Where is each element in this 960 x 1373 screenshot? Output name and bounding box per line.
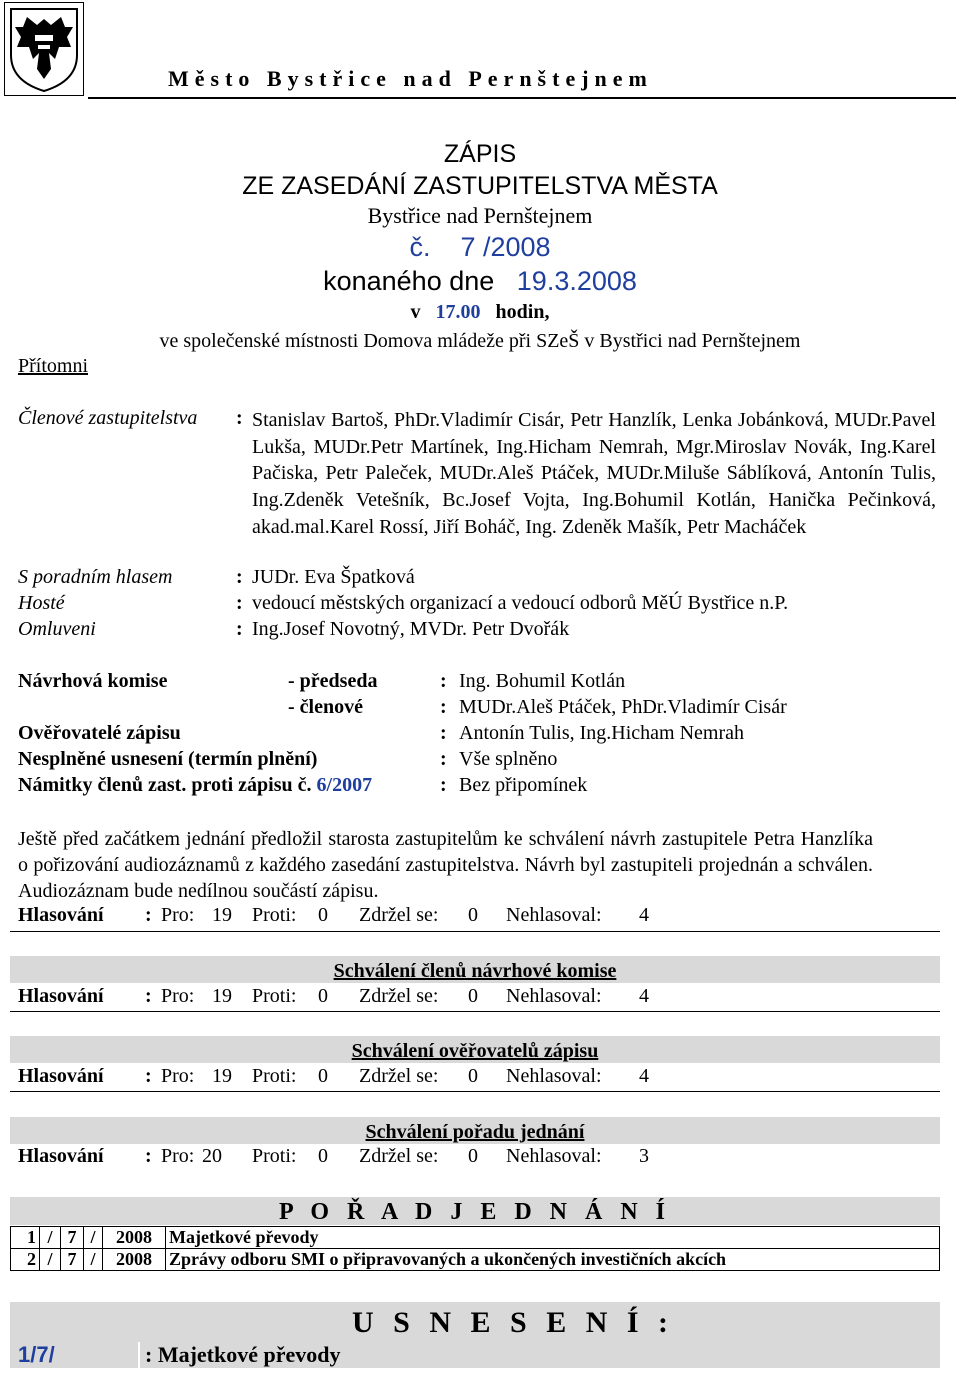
vote-divider	[10, 1091, 940, 1092]
intro-paragraph: Ještě před začátkem jednání předložil starosta zastupitelům ke schválení návrh zastupitele Petra Hanzlíka o pořizování audiozáznamů z každého zasedání zastupitelstva. Návrh byl zastupiteli projednán a schválen. Audiozáznam bude nedílnou součástí zápisu.	[18, 828, 873, 902]
agenda-num: 1	[11, 1227, 40, 1249]
colon: :	[236, 407, 243, 429]
guests-label: Hosté	[18, 592, 65, 614]
resolution-number: 1/7/	[18, 1342, 134, 1368]
doc-subtitle: ZE ZASEDÁNÍ ZASTUPITELSTVA MĚSTA	[242, 172, 718, 200]
guests-value: vedoucí městských organizací a vedoucí odborů MěÚ Bystřice n.P.	[252, 592, 789, 614]
colon: :	[440, 696, 447, 718]
vote-divider	[10, 931, 940, 932]
objections-value: Bez připomínek	[459, 774, 588, 796]
commission-members-label: - členové	[288, 696, 363, 718]
unfulfilled-value: Vše splněno	[459, 748, 558, 770]
members-list: Stanislav Bartoš, PhDr.Vladimír Cisár, Petr Hanzlík, Lenka Jobánková, MUDr.Pavel Lukša, MUDr.Petr Martínek, Ing.Hicham Nemrah, Mgr.Miroslav Novák, Ing.Karel Pačiska, Petr Paleček, MUDr.Aleš Ptáček, MUDr.Miluše Sáblíková, Antonín Tulis, Ing.Zdeněk Vetešník, Bc.Josef Vojta, Ing.Bohumil Kotlán, Hanička Pečinková, akad.mal.Karel Rossí, Jiří Boháč, Ing. Zdeněk Mašík, Petr Macháček	[252, 409, 936, 538]
colon: :	[440, 774, 447, 796]
colon: :	[440, 722, 447, 744]
colon: :	[440, 748, 447, 770]
excused-label: Omluveni	[18, 618, 96, 640]
commission-chair-value: Ing. Bohumil Kotlán	[459, 670, 626, 692]
colon: :	[440, 670, 447, 692]
commission-members-value: MUDr.Aleš Ptáček, PhDr.Vladimír Cisár	[459, 696, 787, 718]
section-heading: Schválení ověřovatelů zápisu	[10, 1036, 940, 1063]
eagle-crest-icon	[5, 3, 83, 95]
unfulfilled-label: Nesplněné usnesení (termín plnění)	[18, 748, 318, 770]
section-heading: Schválení pořadu jednání	[10, 1117, 940, 1144]
agenda-sep: /	[84, 1227, 103, 1249]
vote-divider	[10, 1011, 940, 1012]
agenda-sep: /	[40, 1249, 61, 1271]
agenda-title: Zprávy odboru SMI o připravovaných a ukončených investičních akcích	[166, 1249, 940, 1271]
agenda-session: 7	[61, 1249, 84, 1271]
agenda-num: 2	[11, 1249, 40, 1271]
table-row	[11, 1249, 940, 1271]
section-heading: Schválení členů návrhové komise	[10, 956, 940, 983]
advisory-value: JUDr. Eva Špatková	[252, 566, 415, 588]
agenda-heading: P O Ř A D J E D N Á N Í	[10, 1197, 940, 1225]
colon: :	[236, 618, 243, 640]
agenda-title: Majetkové převody	[166, 1227, 940, 1249]
commission-label: Návrhová komise	[18, 670, 168, 692]
doc-title: ZÁPIS	[443, 140, 517, 168]
members-label: Členové zastupitelstva	[18, 407, 198, 429]
verifiers-value: Antonín Tulis, Ing.Hicham Nemrah	[459, 722, 744, 744]
objections-label: Námitky členů zast. proti zápisu č. 6/2007	[18, 774, 373, 796]
present-heading: Přítomni	[18, 355, 89, 377]
agenda-session: 7	[61, 1227, 84, 1249]
agenda-year: 2008	[103, 1249, 166, 1271]
advisory-label: S poradním hlasem	[18, 566, 173, 588]
minutes-number: č. 7 /2008	[409, 232, 551, 262]
agenda-sep: /	[40, 1227, 61, 1249]
meeting-date: konaného dne 19.3.2008	[323, 266, 637, 296]
resolution-label: : Majetkové převody	[145, 1342, 341, 1367]
meeting-time: v 17.00 hodin,	[410, 301, 550, 323]
meeting-place: ve společenské místnosti Domova mládeže při SZeŠ v Bystřici nad Pernštejnem	[159, 330, 801, 352]
verifiers-label: Ověřovatelé zápisu	[18, 722, 181, 744]
agenda-table	[10, 1226, 940, 1271]
town-header: Město Bystřice nad Pernštejnem	[168, 66, 653, 91]
town-crest-logo	[4, 2, 84, 96]
resolution-heading: U S N E S E N Í :	[352, 1306, 675, 1339]
colon: :	[236, 592, 243, 614]
table-row	[11, 1227, 940, 1249]
excused-value: Ing.Josef Novotný, MVDr. Petr Dvořák	[252, 618, 570, 640]
header-divider	[88, 97, 956, 99]
town-name: Bystřice nad Pernštejnem	[367, 203, 593, 228]
commission-chair-label: - předseda	[288, 670, 378, 692]
colon: :	[236, 566, 243, 588]
resolution-separator	[138, 1342, 140, 1368]
agenda-sep: /	[84, 1249, 103, 1271]
agenda-year: 2008	[103, 1227, 166, 1249]
